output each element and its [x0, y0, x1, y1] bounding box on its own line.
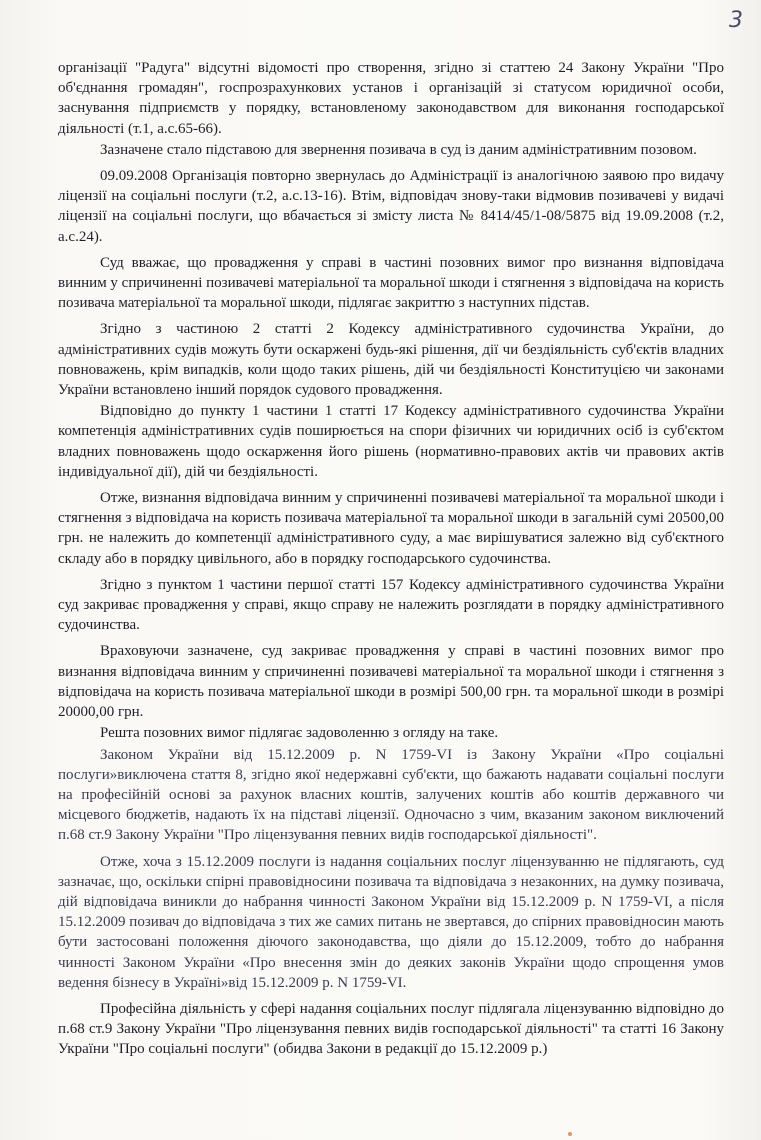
ink-dot — [568, 1132, 572, 1136]
document-body — [58, 58, 724, 1061]
paragraph: Згідно з частиною 2 статті 2 Кодексу адміністративного судочинства України, до адміністративних судів можуть бути оскаржені будь-які рішення, дії чи бездіяльність суб'єктів владних повноважень, крім випадків, коли щодо таких рішень, дій чи бездіяльності Конституцією чи законами України встановлено інший порядок судового провадження. — [58, 321, 724, 399]
paragraph: Законом України від 15.12.2009 р. N 1759-VI із Закону України «Про соціальні послуги»виключена стаття 8, згідно якої недержавні суб'єкти, що бажають надавати соціальні послуги на професійній основі за рахунок власних коштів, залучених коштів або коштів державного чи місцевого бюджетів, надають їх на підставі ліцензії. Одночасно з чим, вказаним законом виключений п.68 ст.9 Закону України "Про ліцензування певних видів господарської діяльності". — [58, 746, 724, 844]
paragraph: Професійна діяльність у сфері надання соціальних послуг підлягала ліцензуванню відповідно до п.68 ст.9 Закону України "Про ліцензування певних видів господарської діяльності" та статті 16 Закону України "Про соціальні послуги" (обидва Закони в редакції до 15.12.2009 р.) — [58, 1000, 724, 1058]
paragraph: Отже, хоча з 15.12.2009 послуги із надання соціальних послуг ліцензуванню не підлягають, суд зазначає, що, оскільки спірні правовідносини позивача та відповідача з незаконних, на думку позивача, дій відповідача виникли до набрання чинності Законом України від 15.12.2009 р. N 1759-VI, а після 15.12.2009 позивач до відповідача з тих же самих питань не звертався, до спірних правовідносин мають бути застосовані положення діючого законодавства, що діяли до 15.12.2009, тобто до набрання чинності Законом України «Про внесення змін до деяких законів України щодо спрощення умов ведення бізнесу в Україні»від 15.12.2009 р. N 1759-VI. — [58, 853, 724, 991]
paragraph: організації "Радуга" відсутні відомості про створення, згідно зі статтею 24 Закону України "Про об'єднання громадян", госпрозрахункових установ і організацій зі статусом юридичної особи, заснування підприємств у порядку, встановленому законодавством для виконання господарської діяльності (т.1, а.с.65-66). — [58, 60, 724, 137]
page-number: 3 — [729, 8, 743, 33]
paragraph: Решта позовних вимог підлягає задоволенню з огляду на таке. — [100, 725, 499, 742]
paragraph: Відповідно до пункту 1 частини 1 статті 17 Кодексу адміністративного судочинства України компетенція адміністративних судів поширюється на спори фізичних чи юридичних осіб із суб'єктом владних повноважень щодо оскарження його рішень (нормативно-правових актів чи правових актів індивідуальної дії), дій чи бездіяльності. — [58, 403, 724, 480]
paragraph: Зазначене стало підставою для звернення позивача в суд із даним адміністративним позовом. — [100, 141, 697, 158]
paragraph: Враховуючи зазначене, суд закриває провадження у справі в частині позовних вимог про визнання відповідача винним у спричиненні позивачеві матеріальної та моральної шкоди і стягнення з відповідача на користь позивача матеріальної шкоди в розмірі 500,00 грн. та моральної шкоди в розмірі 20000,00 грн. — [58, 643, 724, 721]
paragraph: Згідно з пунктом 1 частини першої статті 157 Кодексу адміністративного судочинства України суд закриває провадження у справі, якщо справу не належить розглядати в порядку адміністративного судочинства. — [58, 576, 724, 634]
paragraph: Суд вважає, що провадження у справі в частині позовних вимог про визнання відповідача винним у спричиненні позивачеві матеріальної та моральної шкоди і стягнення з відповідача на користь позивача матеріальної та моральної шкоди, підлягає закриттю з наступних підстав. — [58, 254, 724, 312]
paragraph: 09.09.2008 Організація повторно звернулась до Адміністрації із аналогічною заявою про видачу ліцензії на соціальні послуги (т.2, а.с.13-16). Втім, відповідач знову-таки відмовив позивачеві у видачі ліцензії на соціальні послуги, що вбачається зі змісту листа № 8414/45/1-08/5875 від 19.09.2008 (т.2, а.с.24). — [58, 168, 724, 245]
paragraph: Отже, визнання відповідача винним у спричиненні позивачеві матеріальної та моральної шкоди і стягнення з відповідача на користь позивача матеріальної та моральної шкоди в загальній сумі 20500,00 грн. не належить до компетенції адміністративного суду, а має вирішуватися залежно від суб'єктного складу або в порядку цивільного, або в порядку господарського судочинства. — [58, 490, 724, 567]
